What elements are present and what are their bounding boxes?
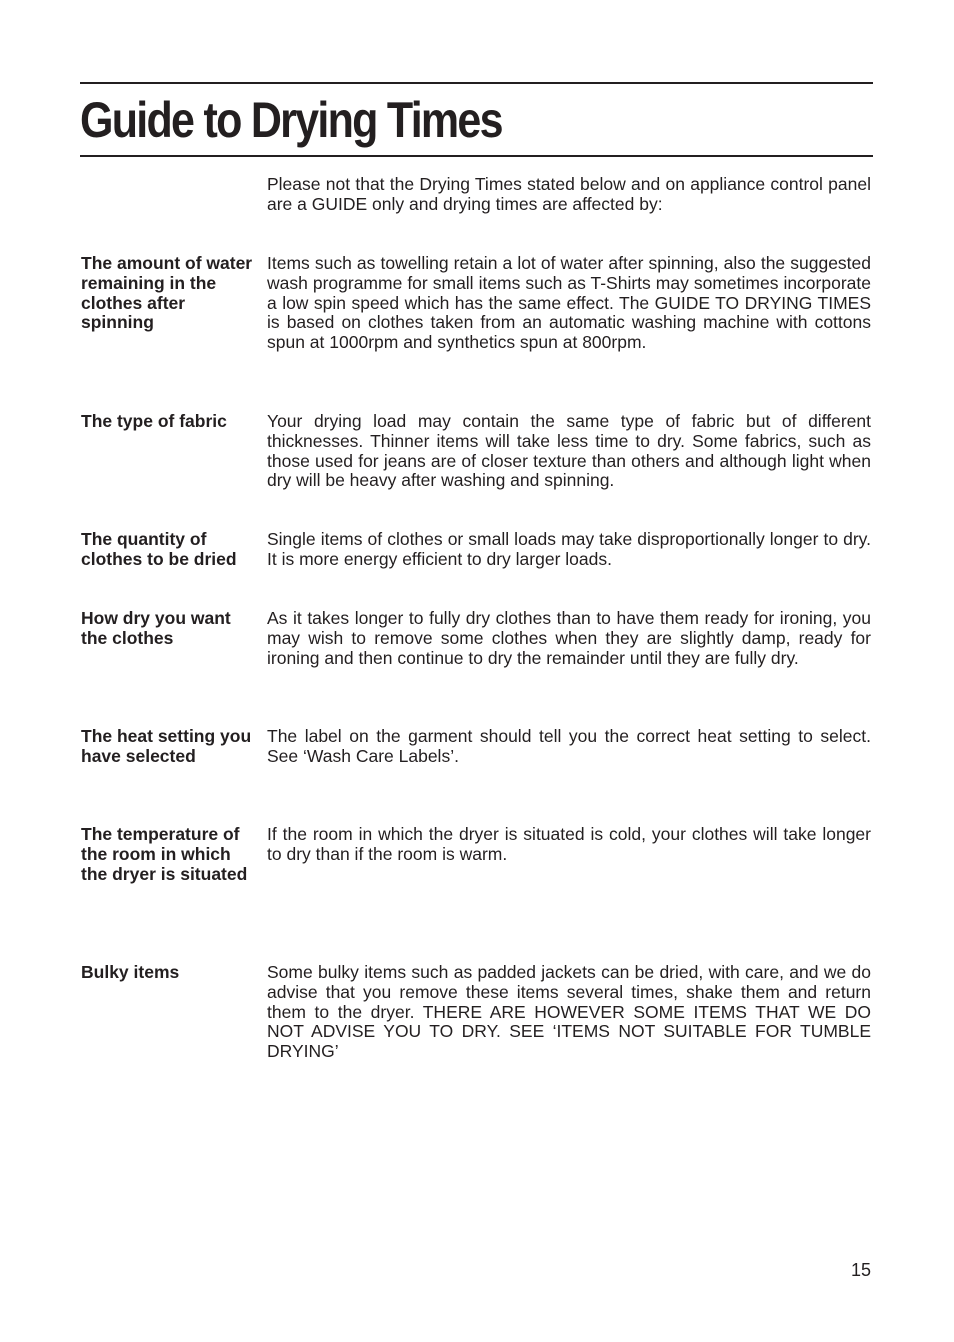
section-text-bulky-items: Some bulky items such as padded jackets can be dried, with care, and we do advise that you remove these items several times, shake them and return them to the dryer. THERE ARE HOWEVER SOME ITEMS THAT WE DO NOT ADVISE YOU TO DRY. SEE ‘ITEMS NOT SUITABLE FOR TUMBLE DRYING’ xyxy=(267,962,871,1062)
section-text-fabric-type: Your drying load may contain the same type of fabric but of different thicknesses. Thinner items will take less time to dry. Some fabrics, such as those used for jeans are of closer texture than others and although light when dry will be heavy after washing and spinning. xyxy=(267,411,871,491)
page-number: 15 xyxy=(850,1260,871,1280)
title-underline xyxy=(80,155,873,157)
top-rule xyxy=(80,82,873,84)
section-label-water-remaining: The amount of water remaining in the clothes after spinning xyxy=(81,253,253,333)
section-label-quantity: The quantity of clothes to be dried xyxy=(81,529,237,569)
section-text-room-temperature: If the room in which the dryer is situated is cold, your clothes will take longer to dry than if the room is warm. xyxy=(267,824,871,864)
section-label-heat-setting: The heat setting you have selected xyxy=(81,726,252,766)
section-text-heat-setting: The label on the garment should tell you the correct heat setting to select. See ‘Wash Care Labels’. xyxy=(267,726,871,766)
section-label-dryness: How dry you want the clothes xyxy=(81,608,231,648)
section-label-room-temperature: The temperature of the room in which the dryer is situated xyxy=(81,824,248,884)
intro-paragraph: Please not that the Drying Times stated below and on appliance control panel are a GUIDE only and drying times are affected by: xyxy=(267,174,871,214)
section-text-water-remaining: Items such as towelling retain a lot of water after spinning, also the suggested wash programme for small items such as T-Shirts may sometimes incorporate a low spin speed which has the same effect. The GUIDE TO DRYING TIMES is based on clothes taken from an automatic washing machine with cottons spun at 1000rpm and synthetics spun at 800rpm. xyxy=(267,253,871,353)
section-label-bulky-items: Bulky items xyxy=(81,962,180,982)
section-text-quantity: Single items of clothes or small loads may take disproportionally longer to dry. It is more energy efficient to dry larger loads. xyxy=(267,529,871,569)
section-text-dryness: As it takes longer to fully dry clothes than to have them ready for ironing, you may wish to remove some clothes when they are slightly damp, ready for ironing and then continue to dry the remainder until they are fully dry. xyxy=(267,608,871,668)
page-title: Guide to Drying Times xyxy=(80,92,502,148)
section-label-fabric-type: The type of fabric xyxy=(81,411,227,431)
